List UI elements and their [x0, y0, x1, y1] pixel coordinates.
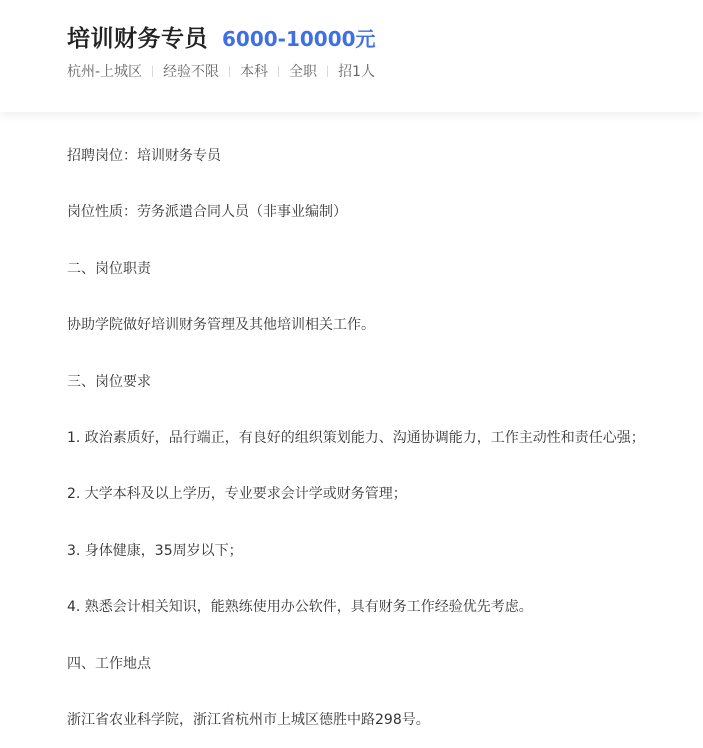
position-nature-line: 岗位性质：劳务派遣合同人员（非事业编制） [67, 204, 347, 221]
job-header [0, 0, 703, 112]
position-line: 招聘岗位：培训财务专员 [67, 148, 221, 164]
tag-job-type: 全职 [289, 64, 318, 80]
requirement-item: 3. 身体健康，35周岁以下； [67, 542, 243, 559]
duties-text: 协助学院做好培训财务管理及其他培训相关工作。 [67, 317, 375, 334]
work-address: 浙江省农业科学院，浙江省杭州市上城区德胜中路298号。 [67, 711, 430, 728]
tag-headcount: 招1人 [338, 64, 375, 80]
tag-location: 杭州-上城区 [67, 64, 143, 80]
salary-range: 6000-10000元 [222, 27, 376, 51]
tag-education: 本科 [240, 64, 269, 80]
job-description [67, 120, 687, 748]
job-title: 培训财务专员 [67, 26, 208, 52]
title-row [67, 20, 376, 53]
job-tags [67, 61, 375, 81]
section-heading-requirements: 三、岗位要求 [67, 373, 151, 390]
section-heading-duties: 二、岗位职责 [67, 260, 151, 277]
requirement-item: 2. 大学本科及以上学历，专业要求会计学或财务管理； [67, 486, 407, 503]
tag-divider [152, 66, 153, 77]
tag-divider [327, 66, 328, 77]
requirement-item: 1. 政治素质好，品行端正，有良好的组织策划能力、沟通协调能力，工作主动性和责任心强； [67, 429, 645, 446]
tag-divider [229, 66, 230, 77]
requirement-item: 4. 熟悉会计相关知识，能熟练使用办公软件，具有财务工作经验优先考虑。 [67, 599, 533, 616]
tag-experience: 经验不限 [163, 64, 220, 80]
section-heading-location: 四、工作地点 [67, 655, 151, 672]
tag-divider [278, 66, 279, 77]
